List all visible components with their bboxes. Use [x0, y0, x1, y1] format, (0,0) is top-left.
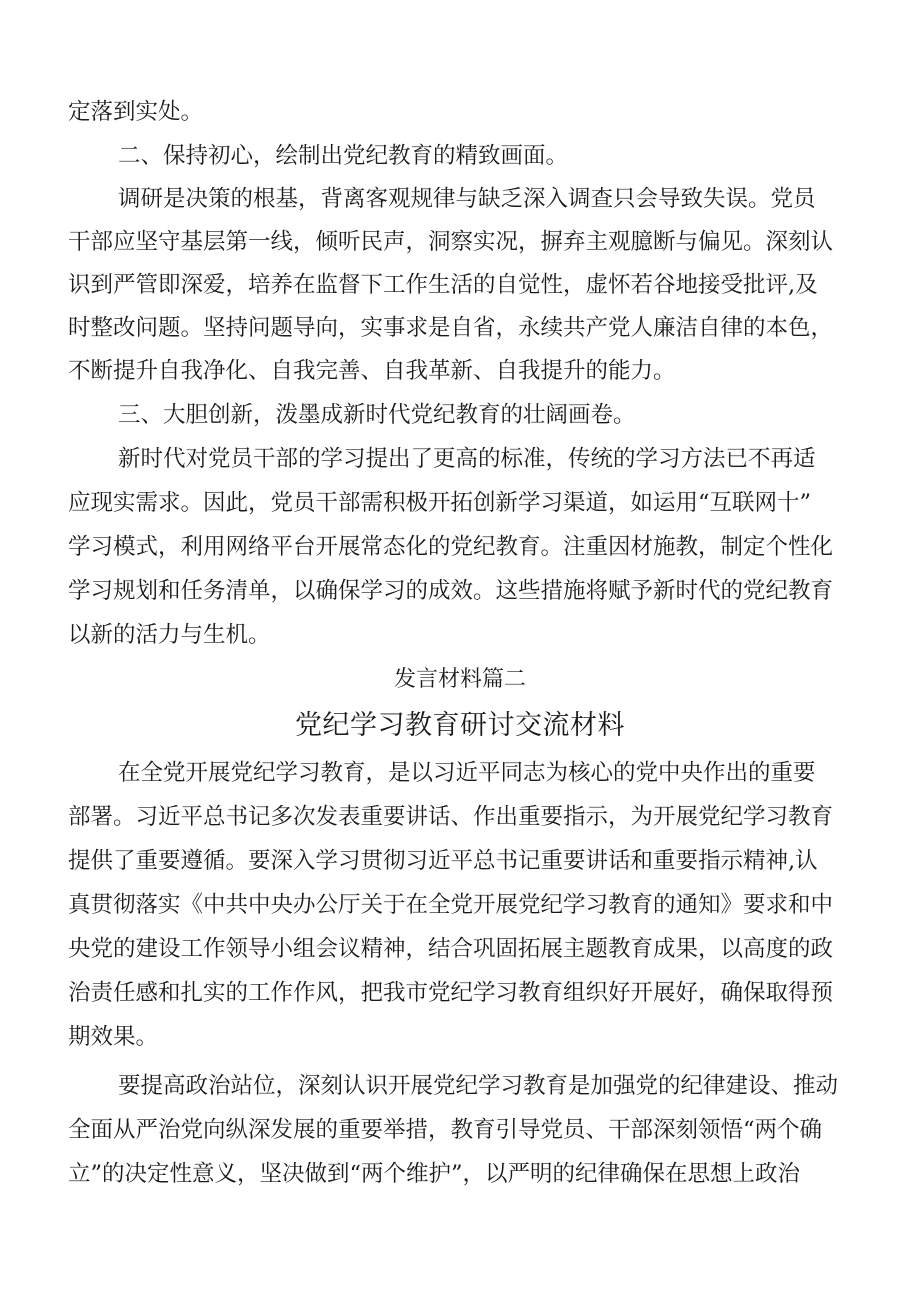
document-title: 党纪学习教育研讨交流材料	[295, 710, 625, 741]
paragraph-line: 提供了重要遵循。要深入学习贯彻习近平总书记重要讲话和重要指示精神,认	[68, 848, 818, 874]
paragraph-line: 新时代对党员干部的学习提出了更高的标准，传统的学习方法已不再适	[118, 446, 816, 472]
paragraph-line: 应现实需求。因此，党员干部需积极开拓创新学习渠道，如运用“互联网十”	[68, 490, 812, 516]
paragraph-line: 识到严管即深爱，培养在监督下工作生活的自觉性，虚怀若谷地接受批评,及	[68, 272, 818, 298]
paragraph-line: 不断提升自我净化、自我完善、自我革新、自我提升的能力。	[68, 358, 676, 384]
paragraph-line: 以新的活力与生机。	[68, 622, 271, 648]
paragraph-line: 期效果。	[68, 1024, 159, 1050]
paragraph-line: 学习模式，利用网络平台开展常态化的党纪教育。注重因材施教，制定个性化	[68, 534, 834, 560]
section-heading-2: 二、保持初心，绘制出党纪教育的精致画面。	[118, 143, 569, 169]
paragraph-line: 真贯彻落实《中共中央办公厅关于在全党开展党纪学习教育的通知》要求和中	[68, 892, 834, 918]
paragraph-line: 调研是决策的根基，背离客观规律与缺乏深入调查只会导致失误。党员	[118, 186, 816, 212]
section-heading-3: 三、大胆创新，泼墨成新时代党纪教育的壮阔画卷。	[118, 402, 636, 428]
paragraph-line: 部署。习近平总书记多次发表重要讲话、作出重要指示，为开展党纪学习教育	[68, 804, 834, 830]
paragraph-line: 全面从严治党向纵深发展的重要举措，教育引导党员、干部深刻领悟“两个确	[68, 1117, 823, 1143]
paragraph-line: 时整改问题。坚持问题导向，实事求是自省，永续共产党人廉洁自律的本色，	[68, 315, 834, 341]
paragraph-line: 干部应坚守基层第一线，倾听民声，洞察实况，摒弃主观臆断与偏见。深刻认	[68, 229, 834, 255]
paragraph-line: 立”的决定性意义，坚决做到“两个维护”，以严明的纪律确保在思想上政治	[68, 1161, 801, 1187]
paragraph-line: 定落到实处。	[68, 99, 204, 125]
paragraph-line: 在全党开展党纪学习教育，是以习近平同志为核心的党中央作出的重要	[118, 760, 816, 786]
section-subtitle: 发言材料篇二	[393, 667, 526, 692]
paragraph-line: 治责任感和扎实的工作作风，把我市党纪学习教育组织好开展好，确保取得预	[68, 980, 834, 1006]
paragraph-line: 学习规划和任务清单，以确保学习的成效。这些措施将赋予新时代的党纪教育	[68, 578, 834, 604]
paragraph-line: 要提高政治站位，深刻认识开展党纪学习教育是加强党的纪律建设、推动	[118, 1073, 839, 1099]
paragraph-line: 央党的建设工作领导小组会议精神，结合巩固拓展主题教育成果，以高度的政	[68, 936, 834, 962]
